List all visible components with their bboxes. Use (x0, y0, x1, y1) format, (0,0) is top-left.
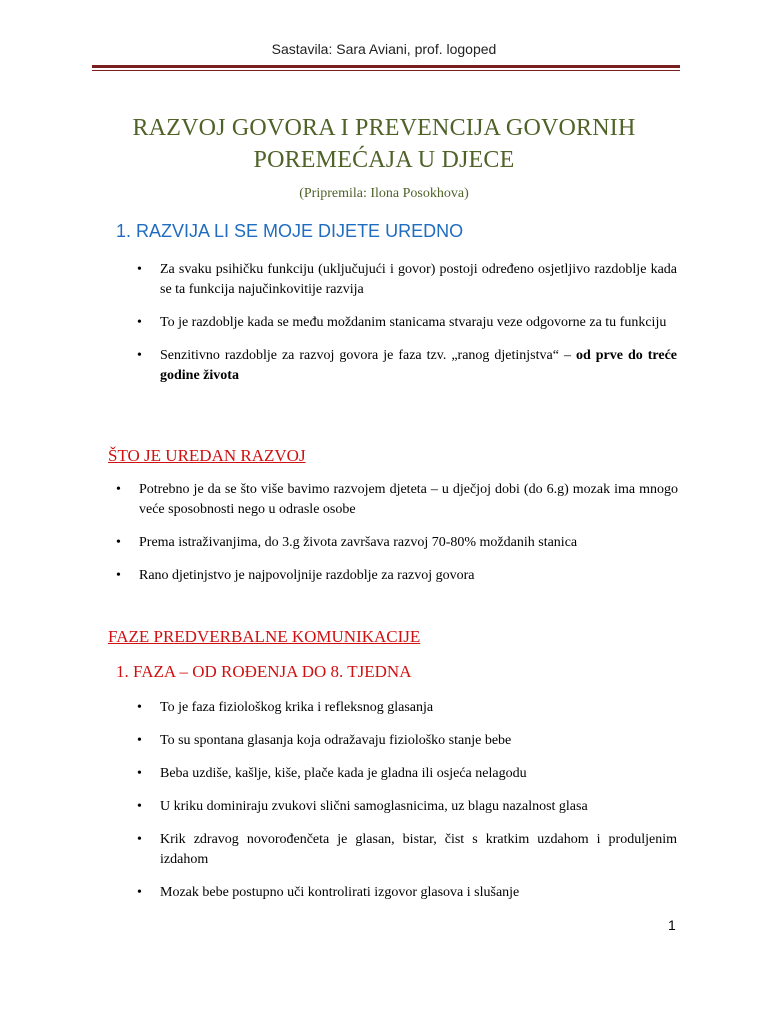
list-item-text: Beba uzdiše, kašlje, kiše, plače kada je gladna ili osjeća nelagodu (160, 766, 527, 781)
section2-list (116, 480, 678, 586)
header-rule-thick (92, 65, 680, 68)
bullet-icon: • (137, 315, 142, 330)
bullet-icon: • (137, 348, 142, 363)
bullet-icon: • (137, 766, 142, 781)
bullet-icon: • (137, 799, 142, 814)
bullet-icon: • (137, 885, 142, 900)
document-title (90, 112, 678, 176)
list-item (116, 480, 678, 520)
list-item-text: Rano djetinjstvo je najpovoljnije razdoblje za razvoj govora (139, 568, 475, 583)
list-item-text: Potrebno je da se što više bavimo razvojem djeteta – u dječjoj dobi (do 6.g) mozak ima mnogo veće sposobnosti nego u odrasle osobe (139, 482, 678, 517)
page-number: 1 (668, 917, 676, 933)
list-item (137, 313, 677, 333)
list-item-text: Za svaku psihičku funkciju (uključujući i govor) postoji određeno osjetljivo razdoblje kada se ta funkcija najučinkovitije razvija (160, 262, 677, 297)
bullet-icon: • (116, 482, 121, 497)
section3-list (137, 698, 677, 903)
title-line-1: RAZVOJ GOVORA I PREVENCIJA GOVORNIH (132, 115, 636, 141)
bullet-icon: • (137, 262, 142, 277)
list-item (116, 566, 678, 586)
title-line-2: POREMEĆAJA U DJECE (253, 147, 515, 173)
list-item-bold-text: od prve do treće godine života (160, 348, 677, 383)
list-item (137, 731, 677, 751)
bullet-icon: • (137, 700, 142, 715)
page-header: Sastavila: Sara Aviani, prof. logoped (271, 41, 497, 57)
list-item (137, 797, 677, 817)
list-item-text: Mozak bebe postupno uči kontrolirati izgovor glasova i slušanje (160, 885, 520, 900)
list-item (116, 533, 678, 553)
section1-heading: 1. RAZVIJA LI SE MOJE DIJETE UREDNO (116, 221, 464, 241)
document-subtitle: (Pripremila: Ilona Posokhova) (299, 186, 469, 201)
bullet-icon: • (137, 832, 142, 847)
list-item (137, 698, 677, 718)
section3-subheading: 1. FAZA – OD ROĐENJA DO 8. TJEDNA (116, 662, 412, 681)
list-item-text: Prema istraživanjima, do 3.g života završava razvoj 70-80% moždanih stanica (139, 535, 578, 550)
section2-heading: ŠTO JE UREDAN RAZVOJ (108, 446, 306, 465)
bullet-icon: • (116, 535, 121, 550)
list-item (137, 883, 677, 903)
header-rule-thin (92, 70, 680, 71)
section1-list (137, 260, 677, 386)
list-item (137, 830, 677, 870)
bullet-icon: • (116, 568, 121, 583)
list-item (137, 346, 677, 386)
bullet-icon: • (137, 733, 142, 748)
list-item-text: Krik zdravog novorođenčeta je glasan, bistar, čist s kratkim uzdahom i produljenim izdahom (160, 832, 677, 867)
section3-heading: FAZE PREDVERBALNE KOMUNIKACIJE (108, 627, 421, 646)
list-item-text: Senzitivno razdoblje za razvoj govora je faza tzv. „ranog djetinjstva“ – (160, 348, 576, 363)
list-item (137, 764, 677, 784)
list-item-text: U kriku dominiraju zvukovi slični samoglasnicima, uz blagu nazalnost glasa (160, 799, 588, 814)
list-item-text: To je faza fiziološkog krika i refleksnog glasanja (160, 700, 434, 715)
list-item-text: To su spontana glasanja koja odražavaju fiziološko stanje bebe (160, 733, 512, 748)
list-item (137, 260, 677, 300)
list-item-text: To je razdoblje kada se među moždanim stanicama stvaraju veze odgovorne za tu funkciju (160, 315, 667, 330)
